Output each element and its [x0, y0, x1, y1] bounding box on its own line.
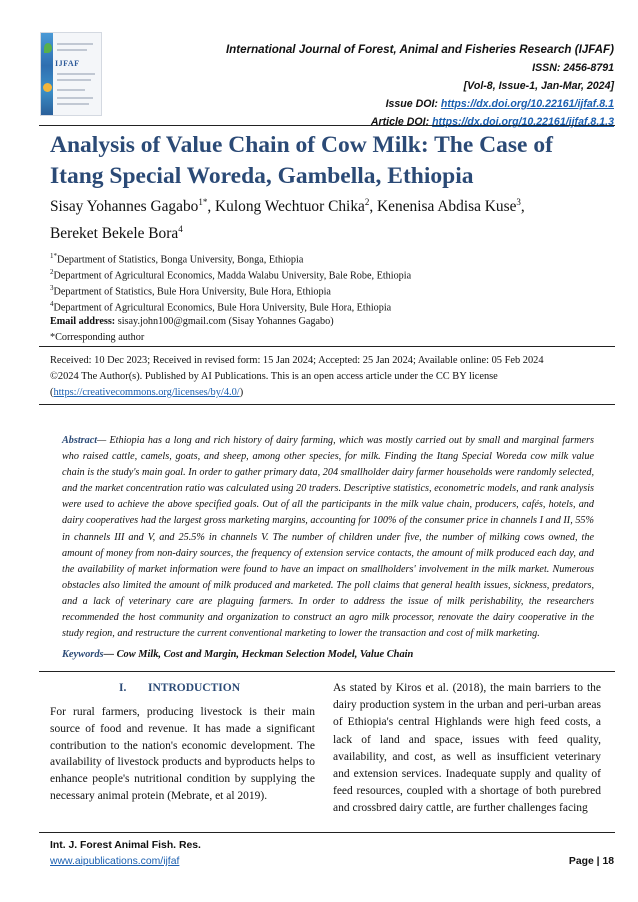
abstract-text: Ethiopia has a long and rich history of dairy farming, which was mostly carried out by small and marginal farmers who raised cattle, camels, goats, and sheep, among other species, for milk. Finding the Itang Special Woreda cow milk value chain is the study's main goal. In order to gather primary data, 204 smallholder dairy farmer households were randomly selected, and the market concentration ratio was calculated using 20 traders. Descriptive statistics, econometric models, and rank analysis were used to achieve the above specified goals. Out of all the participants in the milk value chain, producers, cafés, hotels, and dairy cooperatives had the largest gross marketing margins, accounting for 100% of the consumer price in channels I and II, 55% in channels III and V, and 25.5% in channels V. The number of children under five, the number of milking cows owned, the amount of money from non-dairy sources, the frequency of extension service contacts, the amount of milk produced each day, and the availability of market information were found to have an impact on smallholders' involvement in the milk market. Numerous obstacles also limited the amount of milk produced and marketed. The poll claims that general health issues, sickness, predators, and a lack of veterinary care are plaguing farmers. In order to address the issue of milk perishability, the researchers recommended the host community and organization to construct an agro milk processor, renovate the dairy cooperative in the study region, and restructure the current conventional marketing to lower the transaction and cost of milk marketing.: [62, 435, 594, 640]
journal-abbreviation: Int. J. Forest Animal Fish. Res.: [50, 840, 201, 851]
left-column-paragraph: For rural farmers, producing livestock is their main source of food and revenue. It has made a significant contribution to the nation's economic development. The availability of livestock products and byproducts helps to enhance people's nutritional condition by supplying the necessary animal protein (Mebrate, et al 2019).: [50, 706, 315, 802]
license-paren: (: [50, 387, 54, 398]
affiliation-sup: 4: [50, 300, 54, 308]
license-line: [50, 388, 243, 398]
journal-logo: IJFAF: [55, 59, 80, 68]
author-name: , Kenenisa Abdisa Kuse: [369, 198, 517, 216]
volume-info: [Vol-8, Issue-1, Jan-Mar, 2024]: [463, 80, 614, 92]
affiliation-text: Department of Agricultural Economics, Madda Walabu University, Bale Robe, Ethiopia: [53, 270, 412, 282]
email-label: Email address:: [50, 316, 116, 327]
cover-text-line: [57, 73, 95, 75]
received-dates: Received: 10 Dec 2023; Received in revised form: 15 Jan 2024; Accepted: 25 Jan 2024; Available online: 05 Feb 2024: [50, 355, 544, 366]
divider: [39, 671, 615, 672]
issue-doi: [386, 99, 614, 110]
author-name: , Kulong Wechtuor Chika: [207, 198, 365, 216]
affiliation-sup: 3: [50, 284, 54, 292]
author-line: [50, 191, 610, 218]
article-doi: [371, 117, 614, 128]
email-address: sisay.john100@gmail.com (Sisay Yohannes Gagabo): [115, 316, 334, 327]
author-separator: ,: [520, 198, 525, 216]
abstract-dash: —: [97, 435, 110, 446]
cover-text-line: [57, 43, 93, 45]
author-affil-sup: 2: [364, 197, 370, 207]
section-number: I.: [119, 682, 127, 694]
issue-doi-link[interactable]: https://dx.doi.org/10.22161/ijfaf.8.1: [440, 98, 614, 110]
journal-title: International Journal of Forest, Animal and Fisheries Research (IJFAF): [225, 43, 614, 56]
footer-divider: [39, 832, 615, 833]
affiliation-text: Department of Agricultural Economics, Bule Hora University, Bule Hora, Ethiopia: [53, 302, 392, 314]
cover-text-line: [57, 97, 93, 99]
author-affil-sup: 4: [178, 224, 183, 235]
corresponding-author: *Corresponding author: [50, 332, 145, 343]
leaf-icon: [44, 43, 52, 53]
keywords-text: — Cow Milk, Cost and Margin, Heckman Selection Model, Value Chain: [103, 649, 414, 660]
copyright-notice: ©2024 The Author(s). Published by AI Publications. This is an open access article under the CC BY license: [50, 371, 498, 382]
author-affil-sup: 3: [516, 197, 521, 207]
affiliation: [50, 285, 331, 298]
license-link[interactable]: https://creativecommons.org/licenses/by/4.0/: [53, 387, 240, 398]
author-name: Bereket Bekele Bora: [50, 225, 179, 243]
divider: [39, 346, 615, 347]
affiliation: [50, 301, 391, 314]
affiliation: [50, 269, 411, 282]
keywords: [62, 649, 594, 660]
article-doi-label: Article DOI:: [370, 116, 433, 128]
license-paren: ): [239, 387, 244, 398]
author-line: [50, 218, 610, 245]
cover-text-line: [57, 103, 89, 105]
article-doi-link[interactable]: https://dx.doi.org/10.22161/ijfaf.8.1.3: [432, 116, 614, 128]
abstract-label: Abstract: [62, 435, 98, 446]
journal-cover-thumbnail: [40, 32, 102, 116]
abstract: [62, 433, 594, 642]
author-affil-sup: 1*: [198, 197, 208, 207]
page-number: Page | 18: [568, 856, 614, 867]
issue-doi-label: Issue DOI:: [385, 98, 441, 110]
author-name: Sisay Yohannes Gagabo: [50, 198, 199, 216]
section-title: INTRODUCTION: [148, 682, 241, 694]
email-line: [50, 317, 334, 327]
divider: [39, 404, 615, 405]
cover-text-line: [57, 79, 91, 81]
right-column-paragraph: As stated by Kiros et al. (2018), the main barriers to the dairy production system in the urban and peri-urban areas of Ethiopia's central Highlands were high feed costs, a lack of land and space, issues with feed quality, availability, and cost, as well as insufficient veterinary and extension services. Inadequate supply and quality of feed resources, coupled with a shortage of both purebred and crossbred dairy cattle, are further challenges facing: [333, 682, 601, 815]
paper-title-line: Analysis of Value Chain of Cow Milk: The Case of: [50, 132, 553, 158]
affiliation-text: Department of Statistics, Bule Hora University, Bule Hora, Ethiopia: [53, 286, 331, 298]
author-list: [50, 191, 610, 245]
keywords-label: Keywords: [62, 649, 104, 660]
affiliation-sup: 1*: [50, 252, 57, 260]
cover-text-line: [57, 89, 85, 91]
paper-title-line: Itang Special Woreda, Gambella, Ethiopia: [50, 163, 474, 189]
affiliation-sup: 2: [50, 268, 54, 276]
issn: ISSN: 2456-8791: [532, 62, 614, 74]
cover-text-line: [57, 49, 87, 51]
fish-icon: [43, 83, 52, 92]
affiliation-text: Department of Statistics, Bonga University, Bonga, Ethiopia: [57, 254, 304, 266]
header-divider: [39, 125, 615, 126]
affiliation: [50, 253, 303, 266]
journal-website-link[interactable]: www.aipublications.com/ijfaf: [50, 856, 180, 867]
paper-title: [50, 130, 610, 192]
